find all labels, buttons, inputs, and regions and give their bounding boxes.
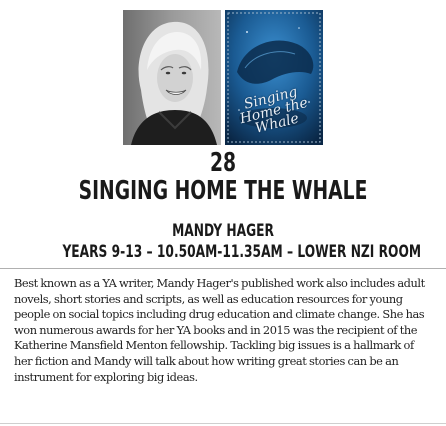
event-number: 28 xyxy=(209,148,237,178)
book-cover-title: Singing Home the Whale xyxy=(238,84,310,137)
bottom-divider xyxy=(0,423,446,424)
event-title: SINGING HOME THE WHALE xyxy=(78,176,368,206)
speaker-name: MANDY HAGER xyxy=(172,221,274,241)
session-details: YEARS 9-13 – 10.50AM-11.35AM – LOWER NZI ROOM xyxy=(62,242,422,262)
event-description: Best known as a YA writer, Mandy Hager's published work also includes adult novels, short stories and scripts, as well as education resources for young people on social topics including drug education and climate change. She has won numerous awards for her YA books and in 2015 was the recipient of the Katherine Mansfield Menton fellowship. Tackling big issues is a hallmark of her fiction and Mandy will talk about how writing great stories can be an instrument for exploring big ideas. xyxy=(14,276,425,384)
event-images xyxy=(123,10,323,145)
book-cover xyxy=(225,10,323,145)
author-portrait-image xyxy=(123,10,221,145)
author-photo xyxy=(123,10,221,145)
divider xyxy=(0,268,446,269)
